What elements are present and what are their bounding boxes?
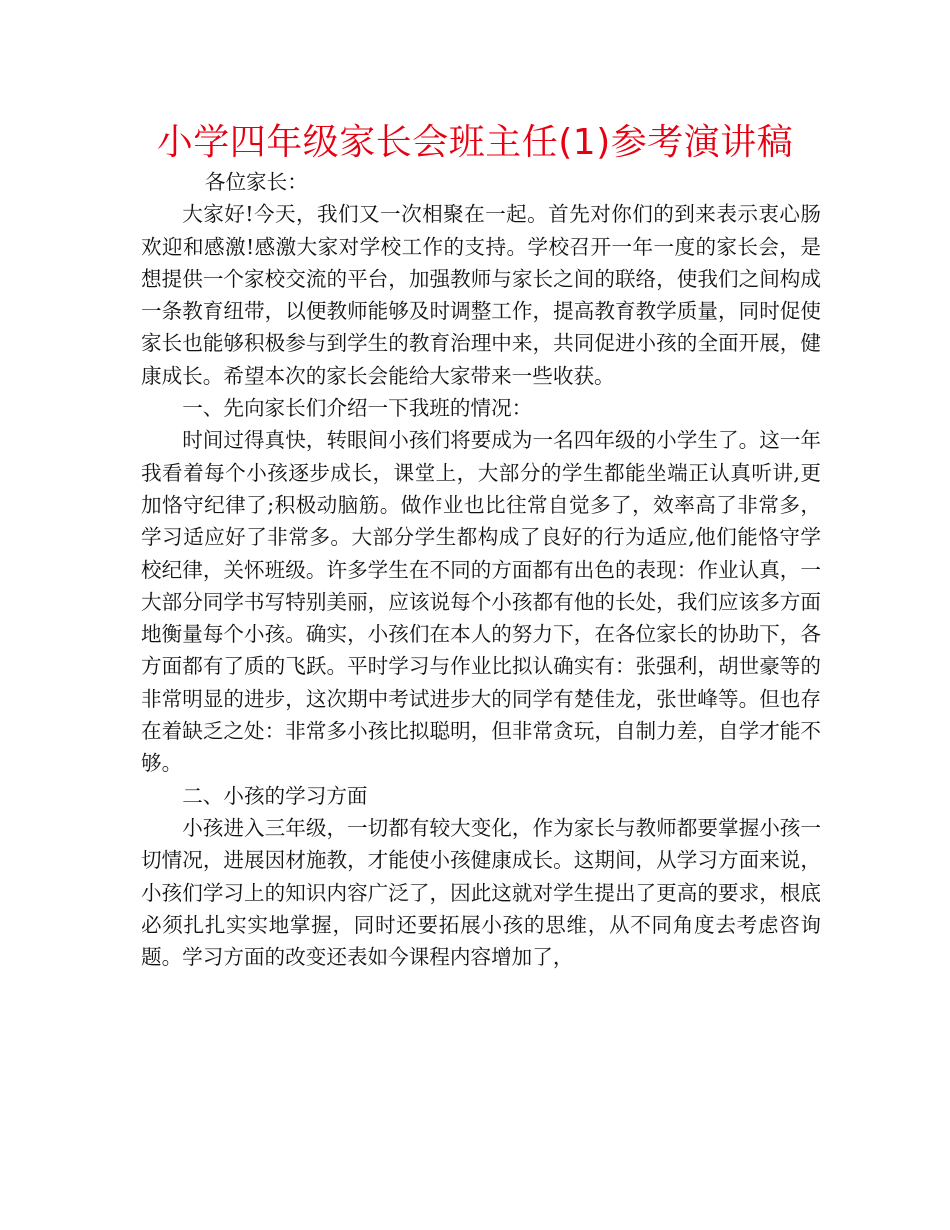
document-title: 小学四年级家长会班主任(1)参考演讲稿 (156, 122, 794, 163)
section-heading-study: 二、小孩的学习方面 (182, 783, 368, 808)
paragraph-study: 小孩进入三年级，一切都有较大变化，作为家长与教师都要掌握小孩一切情况，进展因材施教，才能使小孩健康成长。这期间，从学习方面来说，小孩们学习上的知识内容广泛了，因此这就对学生提出了更高的要求，根底必须扎扎实实地掌握，同时还要拓展小孩的思维，从不同角度去考虑咨询题。学习方面的改变还表如今课程内容增加了， (141, 815, 821, 970)
paragraph-class-situation: 时间过得真快，转眼间小孩们将要成为一名四年级的小学生了。这一年我看着每个小孩逐步成长，课堂上，大部分的学生都能坐端正认真听讲,更加恪守纪律了;积极动脑筋。做作业也比往常自觉多了，效率高了非常多，学习适应好了非常多。大部分学生都构成了良好的行为适应,他们能恪守学校纪律，关怀班级。许多学生在不同的方面都有出色的表现：作业认真，一大部分同学书写特别美丽，应该说每个小孩都有他的长处，我们应该多方面地衡量每个小孩。确实，小孩们在本人的努力下，在各位家长的协助下，各方面都有了质的飞跃。平时学习与作业比拟认确实有：张强利，胡世豪等的非常明显的进步，这次期中考试进步大的同学有楚佳龙，张世峰等。但也存在着缺乏之处：非常多小孩比拟聪明，但非常贪玩，自制力差，自学才能不够。 (141, 428, 821, 776)
document-body (141, 166, 821, 973)
salutation: 各位家长： (204, 170, 308, 194)
section-heading-class-situation: 一、先向家长们介绍一下我班的情况： (182, 396, 533, 421)
paragraph-greeting: 大家好!今天，我们又一次相聚在一起。首先对你们的到来表示衷心肠欢迎和感激!感激大家对学校工作的支持。学校召开一年一度的家长会，是想提供一个家校交流的平台，加强教师与家长之间的联络，使我们之间构成一条教育纽带，以便教师能够及时调整工作，提高教育教学质量，同时促使家长也能够积极参与到学生的教育治理中来，共同促进小孩的全面开展，健康成长。希望本次的家长会能给大家带来一些收获。 (141, 202, 821, 388)
